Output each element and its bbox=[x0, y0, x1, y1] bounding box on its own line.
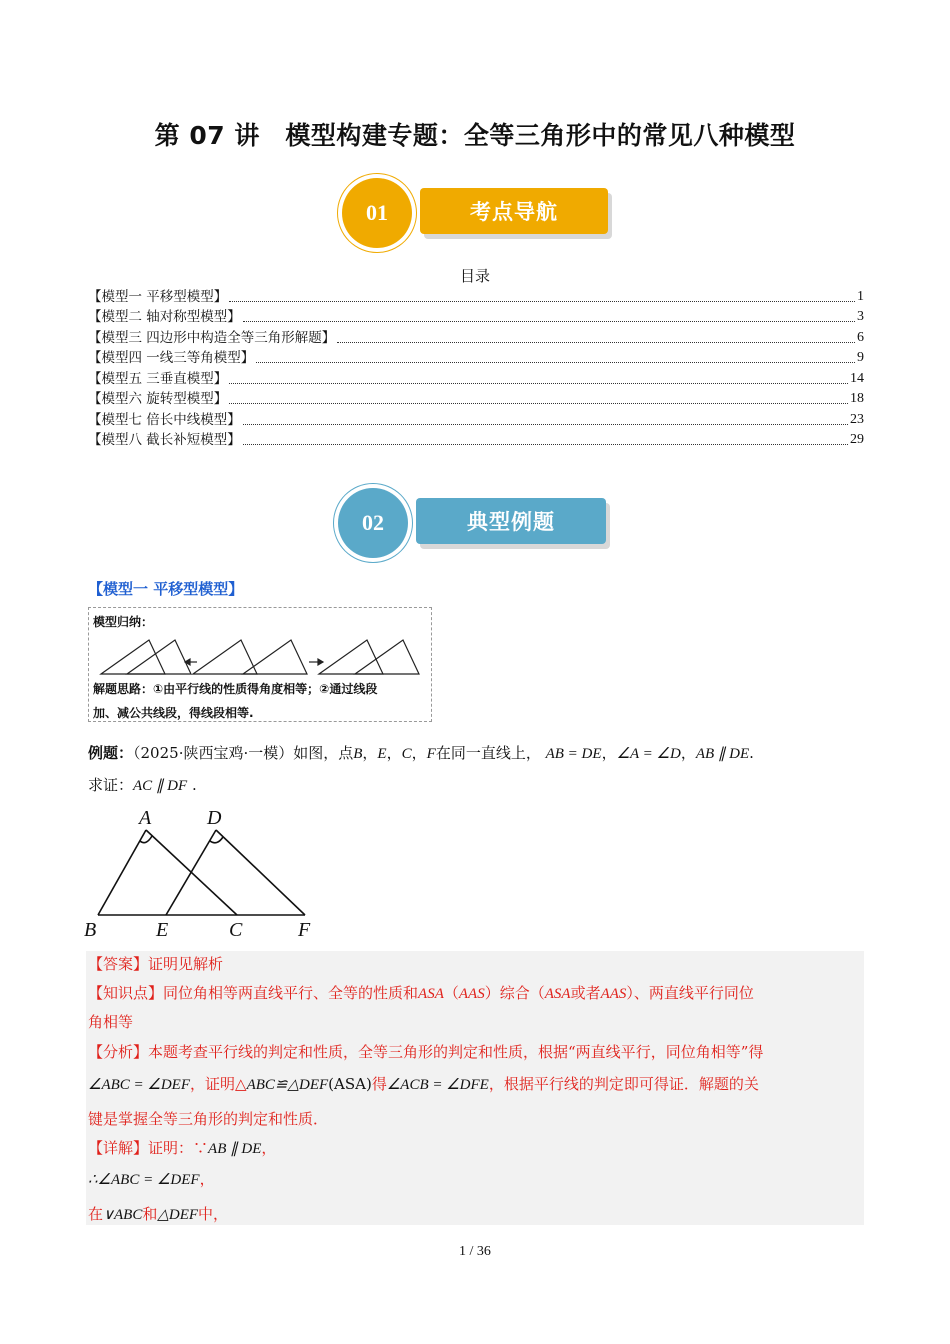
toc-item[interactable]: 【模型四 一线三等角模型】 9 bbox=[88, 350, 864, 366]
analysis-cont2: 键是掌握全等三角形的判定和性质． bbox=[88, 1110, 329, 1128]
model-box-line: 解题思路：①由平行线的性质得角度相等；②通过线段 bbox=[93, 682, 378, 696]
toc-item[interactable]: 【模型六 旋转型模型】 18 bbox=[88, 391, 864, 407]
detail-line: 在∨ABC和△DEF中， bbox=[88, 1205, 229, 1223]
badge-number: 01 bbox=[342, 178, 412, 248]
table-of-contents bbox=[88, 285, 864, 449]
label-F: F bbox=[298, 919, 311, 941]
translation-diagram bbox=[97, 636, 427, 678]
page-number: 1 / 36 bbox=[459, 1244, 491, 1259]
badge-label: 考点导航 bbox=[420, 188, 608, 234]
model-box-heading: 模型归纳： bbox=[93, 615, 154, 629]
model-box-line: 加、减公共线段，得线段相等. bbox=[93, 706, 254, 720]
section-heading: 【模型一 平移型模型】 bbox=[88, 580, 244, 598]
label-B: B bbox=[84, 919, 97, 941]
toc-item[interactable]: 【模型八 截长补短模型】 29 bbox=[88, 432, 864, 448]
analysis: 【分析】本题考查平行线的判定和性质，全等三角形的判定和性质，根据“两直线平行，同位角相等”得 bbox=[88, 1043, 764, 1061]
label-D: D bbox=[207, 807, 222, 829]
label-A: A bbox=[139, 807, 152, 829]
example-statement: 例题：（2025·陕西宝鸡·一模）如图，点B，E，C，F在同一直线上， AB = DE，∠A = ∠D，AB ∥ DE. bbox=[88, 744, 754, 762]
toc-item[interactable]: 【模型三 四边形中构造全等三角形解题】 6 bbox=[88, 329, 864, 346]
answer-line: 【答案】证明见解析 bbox=[88, 955, 224, 973]
model-summary-box bbox=[88, 607, 432, 722]
detail-line: 【详解】证明：∵AB ∥ DE， bbox=[88, 1139, 277, 1157]
analysis-cont: ∠ABC = ∠DEF，证明△ABC≌△DEF(ASA)得∠ACB = ∠DFE，根据平行线的判定即可得证．解题的关 bbox=[88, 1075, 759, 1093]
prove-statement: 求证：AC ∥ DF . bbox=[88, 776, 197, 794]
knowledge-point: 【知识点】同位角相等两直线平行、全等的性质和ASA（AAS）综合（ASA或者AAS）、两直线平行同位 bbox=[88, 984, 754, 1002]
knowledge-point-cont: 角相等 bbox=[88, 1013, 134, 1031]
triangle-figure bbox=[80, 800, 340, 945]
toc-heading: 目录 bbox=[459, 267, 490, 285]
toc-item[interactable]: 【模型七 倍长中线模型】 23 bbox=[88, 411, 864, 428]
toc-item[interactable]: 【模型二 轴对称型模型】 3 bbox=[88, 309, 864, 325]
badge-label: 典型例题 bbox=[416, 498, 606, 544]
label-E: E bbox=[156, 919, 169, 941]
toc-item[interactable]: 【模型五 三垂直模型】 14 bbox=[88, 370, 864, 387]
detail-line: ∴∠ABC = ∠DEF， bbox=[88, 1170, 215, 1188]
toc-item[interactable]: 【模型一 平移型模型】 1 bbox=[88, 288, 864, 305]
badge-number: 02 bbox=[338, 488, 408, 558]
label-C: C bbox=[229, 919, 243, 941]
page-title: 第 07 讲 模型构建专题：全等三角形中的常见八种模型 bbox=[154, 121, 796, 150]
